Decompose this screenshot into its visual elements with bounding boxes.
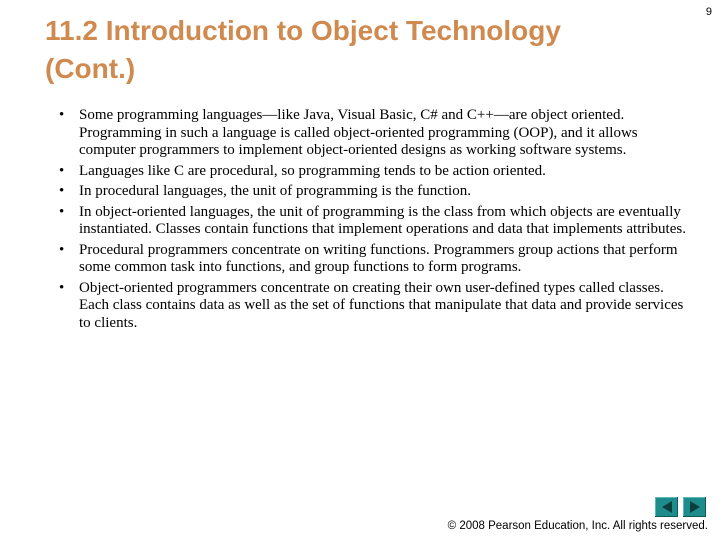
slide-title-line-1: 11.2 Introduction to Object Technology bbox=[45, 15, 561, 46]
triangle-left-icon bbox=[660, 500, 674, 514]
bullet-item: • Some programming languages—like Java, Visual Basic, C# and C++—are object oriented. Programming in such a language is called object-oriented programming (OOP), and it allows computer programmers to implement object-oriented designs as working software systems. bbox=[57, 107, 687, 160]
previous-slide-button[interactable] bbox=[655, 497, 678, 517]
page-number: 9 bbox=[705, 6, 712, 18]
slide-navigation bbox=[655, 497, 706, 517]
copyright-notice: © 2008 Pearson Education, Inc. All rights reserved. bbox=[447, 520, 708, 532]
bullet-item: • Object-oriented programmers concentrate on creating their own user-defined types called classes. Each class contains data as well as the set of functions that manipulate that data and provide services to clients. bbox=[57, 280, 687, 333]
bullet-item: • Procedural programmers concentrate on writing functions. Programmers group actions that perform some common task into functions, and group functions to form programs. bbox=[57, 242, 687, 277]
bullet-item: • Languages like C are procedural, so programming tends to be action oriented. bbox=[57, 163, 687, 181]
slide-title bbox=[45, 12, 665, 88]
bullet-item: • In procedural languages, the unit of programming is the function. bbox=[57, 183, 687, 201]
next-slide-button[interactable] bbox=[683, 497, 706, 517]
triangle-right-icon bbox=[688, 500, 702, 514]
slide-title-line-2: (Cont.) bbox=[45, 53, 136, 84]
bullet-list bbox=[57, 107, 687, 335]
bullet-item: • In object-oriented languages, the unit of programming is the class from which objects are eventually instantiated. Classes contain functions that implement operations and data that implements attributes. bbox=[57, 204, 687, 239]
